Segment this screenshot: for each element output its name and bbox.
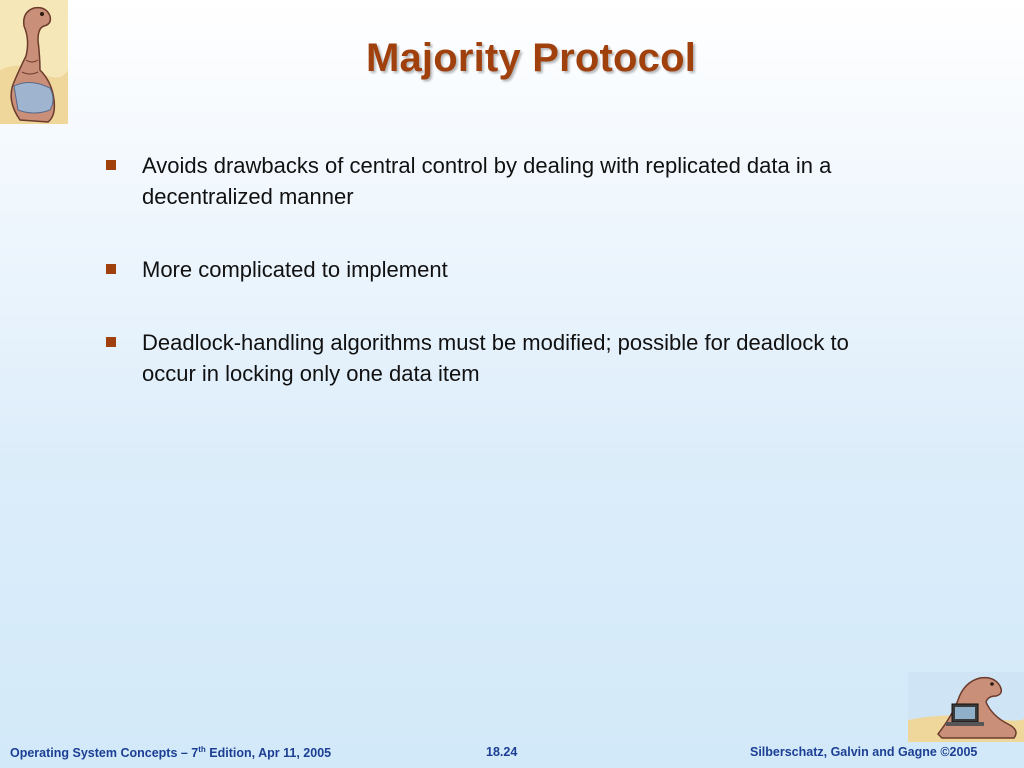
list-item [104, 150, 904, 212]
bullet-list [104, 150, 904, 431]
list-item [104, 327, 904, 389]
square-bullet-icon [106, 264, 116, 274]
dinosaur-laptop-icon [908, 672, 1024, 742]
footer-book-info: Operating System Concepts – 7th Edition, Apr 11, 2005 [10, 745, 332, 761]
bullet-text: More complicated to implement [142, 257, 448, 282]
list-item [104, 254, 904, 285]
square-bullet-icon [106, 337, 116, 347]
footer-page-number: 18.24 [486, 745, 518, 759]
bullet-text: Deadlock-handling algorithms must be modified; possible for deadlock to occur in locking only one data item [142, 330, 849, 386]
square-bullet-icon [106, 160, 116, 170]
bullet-text: Avoids drawbacks of central control by dealing with replicated data in a decentralized manner [142, 153, 832, 209]
page-title: Majority Protocol [365, 36, 697, 80]
footer-authors: Silberschatz, Galvin and Gagne ©2005 [750, 745, 978, 759]
